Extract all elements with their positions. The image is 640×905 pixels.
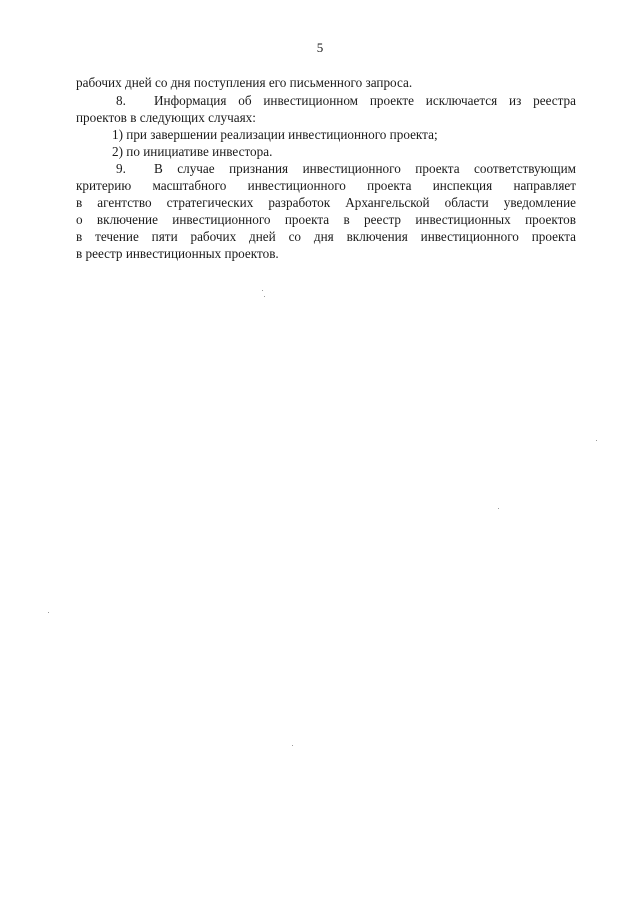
paragraph-9-number: 9. [116, 161, 126, 176]
paragraph-8-line-1 [116, 92, 576, 109]
scan-speck [262, 290, 263, 291]
paragraph-9-line-1 [116, 160, 576, 177]
text-line-8: в агентство стратегических разработок Архангельской области уведомление [76, 195, 576, 210]
list-item-1: 1) при завершении реализации инвестиционного проекта; [112, 127, 438, 142]
text-line-7: критерию масштабного инвестиционного проекта инспекция направляет [76, 178, 576, 193]
text-line-11: в реестр инвестиционных проектов. [76, 246, 279, 261]
scan-speck [264, 296, 265, 297]
page-number: 5 [316, 40, 324, 55]
text-line-3: проектов в следующих случаях: [76, 110, 256, 125]
text-line-10: в течение пяти рабочих дней со дня включения инвестиционного проекта [76, 229, 576, 244]
text-line-9: о включение инвестиционного проекта в реестр инвестиционных проектов [76, 212, 576, 227]
scan-speck [498, 508, 499, 509]
text-line-1: рабочих дней со дня поступления его письменного запроса. [76, 75, 413, 90]
paragraph-8-text: Информация об инвестиционном проекте исключается из реестра [154, 93, 576, 108]
scan-speck [596, 440, 597, 441]
list-item-2: 2) по инициативе инвестора. [112, 144, 273, 159]
scan-speck [48, 612, 49, 613]
paragraph-8-number: 8. [116, 93, 126, 108]
paragraph-9-text: В случае признания инвестиционного проекта соответствующим [154, 161, 576, 176]
scan-speck [292, 745, 293, 746]
